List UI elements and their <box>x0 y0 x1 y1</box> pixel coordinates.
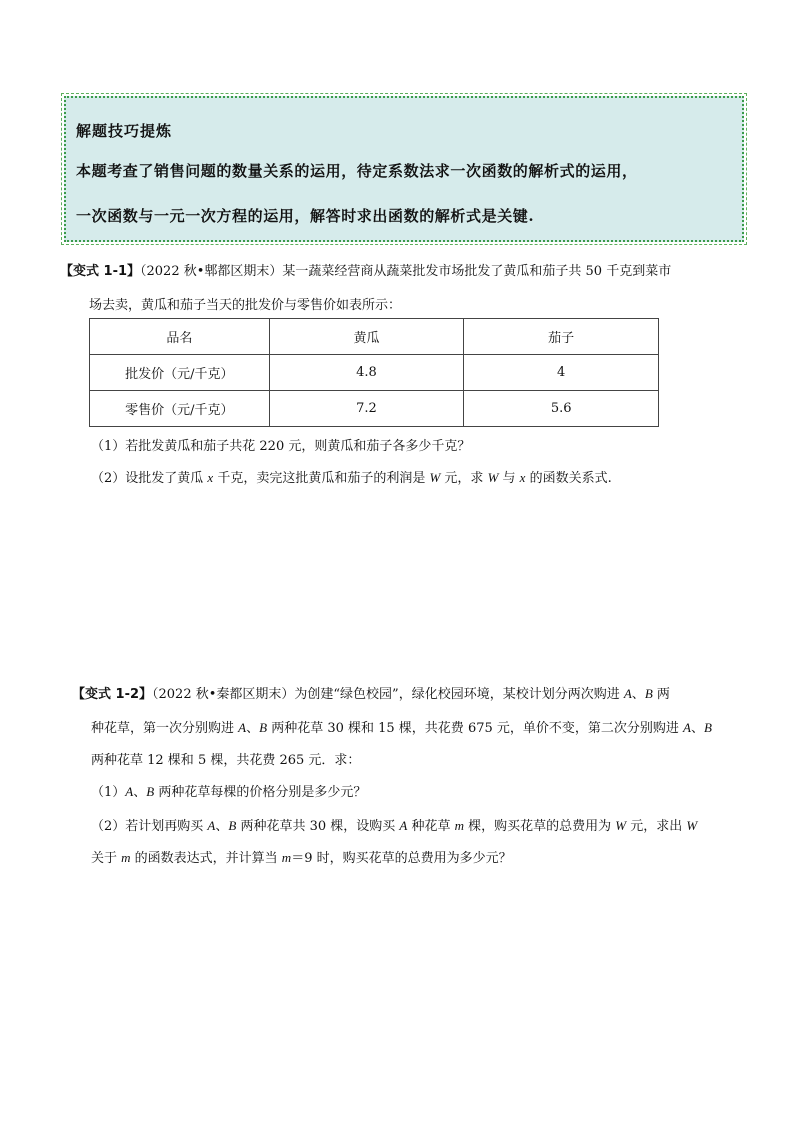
text-segment: 、 <box>690 721 704 736</box>
tip-line-2: 一次函数与一元一次方程的运用，解答时求出函数的解析式是关键. <box>76 207 535 225</box>
text-segment: 的函数关系式. <box>525 471 612 486</box>
variable-a: A <box>207 818 216 833</box>
variable-a: A <box>399 818 408 833</box>
variable-a: A <box>623 686 632 701</box>
question-1-2-sub-1 <box>91 781 366 800</box>
tip-line-1: 本题考查了销售问题的数量关系的运用，待定系数法求一次函数的解析式的运用， <box>76 162 638 180</box>
table-row <box>90 355 659 391</box>
question-tag: 【变式 1-1】 <box>60 264 141 279</box>
variable-w: W <box>487 470 499 485</box>
variable-x: x <box>519 470 526 485</box>
variable-b: B <box>259 720 268 735</box>
text-segment: 、 <box>133 785 147 800</box>
text-segment: 千克，卖完这批黄瓜和茄子的利润是 <box>213 471 430 486</box>
variable-a: A <box>683 720 691 735</box>
variable-m: m <box>454 818 465 833</box>
table-row <box>90 391 659 427</box>
variable-w: W <box>615 818 627 833</box>
text-segment: 两种花草 30 棵和 15 棵，共花费 675 元，单价不变，第二次分别购进 <box>267 721 684 736</box>
text-segment: 的函数表达式，并计算当 <box>130 851 282 866</box>
question-1-2-line-2 <box>91 717 712 736</box>
text-segment: 棵，购买花草的总费用为 <box>464 819 616 834</box>
variable-b: B <box>146 784 155 799</box>
variable-b: B <box>644 686 653 701</box>
question-source: （2022 秋•郫都区期末） <box>140 264 283 279</box>
text-segment: 元，求出 <box>626 819 687 834</box>
table-header-cell: 黄瓜 <box>269 319 464 355</box>
table-cell: 零售价（元/千克） <box>90 391 270 427</box>
text-segment: 种花草，第一次分别购进 <box>91 721 239 736</box>
question-1-2-sub-2 <box>91 815 697 834</box>
question-1-1-sub-2 <box>91 467 612 486</box>
variable-w: W <box>686 818 698 833</box>
table-cell: 5.6 <box>464 391 659 427</box>
text-segment: 、 <box>215 819 229 834</box>
text-segment: 、 <box>631 687 645 702</box>
text-segment: 两种花草共 30 棵，设购买 <box>236 819 400 834</box>
question-1-2-line-3: 两种花草 12 棵和 5 棵，共花费 265 元．求： <box>91 753 361 768</box>
table-cell: 4.8 <box>269 355 464 391</box>
text-segment: 关于 <box>91 851 122 866</box>
text-segment: ＝9 时，购买花草的总费用为多少元？ <box>291 851 512 866</box>
question-text: 某一蔬菜经营商从蔬菜批发市场批发了黄瓜和茄子共 50 千克到菜市 <box>282 264 672 279</box>
table-header-row <box>90 319 659 355</box>
question-1-2-header <box>72 683 670 702</box>
question-source: （2022 秋•秦都区期末） <box>152 687 295 702</box>
text-segment: 两 <box>652 687 670 702</box>
variable-w: W <box>429 470 441 485</box>
table-cell: 批发价（元/千克） <box>90 355 270 391</box>
text-segment: 种花草 <box>407 819 455 834</box>
question-1-1-sub-1: （1）若批发黄瓜和茄子共花 220 元，则黄瓜和茄子各多少千克？ <box>91 439 471 454</box>
variable-a: A <box>238 720 247 735</box>
table-header-cell: 茄子 <box>464 319 659 355</box>
table-cell: 7.2 <box>269 391 464 427</box>
text-segment: （2）设批发了黄瓜 <box>91 471 208 486</box>
price-table <box>89 318 659 427</box>
question-1-1-header <box>60 260 671 279</box>
variable-x: x <box>207 470 214 485</box>
text-segment: （1） <box>91 785 126 800</box>
text-segment: 为创建“绿色校园”，绿化校园环境，某校计划分两次购进 <box>294 687 624 702</box>
variable-m: m <box>121 850 131 865</box>
question-tag: 【变式 1-2】 <box>72 687 153 702</box>
text-segment: 元，求 <box>440 471 488 486</box>
table-header-cell: 品名 <box>90 319 270 355</box>
variable-a: A <box>125 784 134 799</box>
text-segment: 两种花草每棵的价格分别是多少元？ <box>154 785 367 800</box>
variable-m: m <box>281 850 292 865</box>
question-1-2-sub-2-cont <box>91 847 512 866</box>
question-1-1-line-2: 场去卖，黄瓜和茄子当天的批发价与零售价如表所示： <box>89 298 402 313</box>
text-segment: 与 <box>498 471 520 486</box>
variable-b: B <box>704 720 712 735</box>
text-segment: 、 <box>246 721 260 736</box>
tip-box <box>64 96 744 242</box>
tip-title: 解题技巧提炼 <box>76 122 173 140</box>
variable-b: B <box>228 818 237 833</box>
table-cell: 4 <box>464 355 659 391</box>
text-segment: （2）若计划再购买 <box>91 819 208 834</box>
